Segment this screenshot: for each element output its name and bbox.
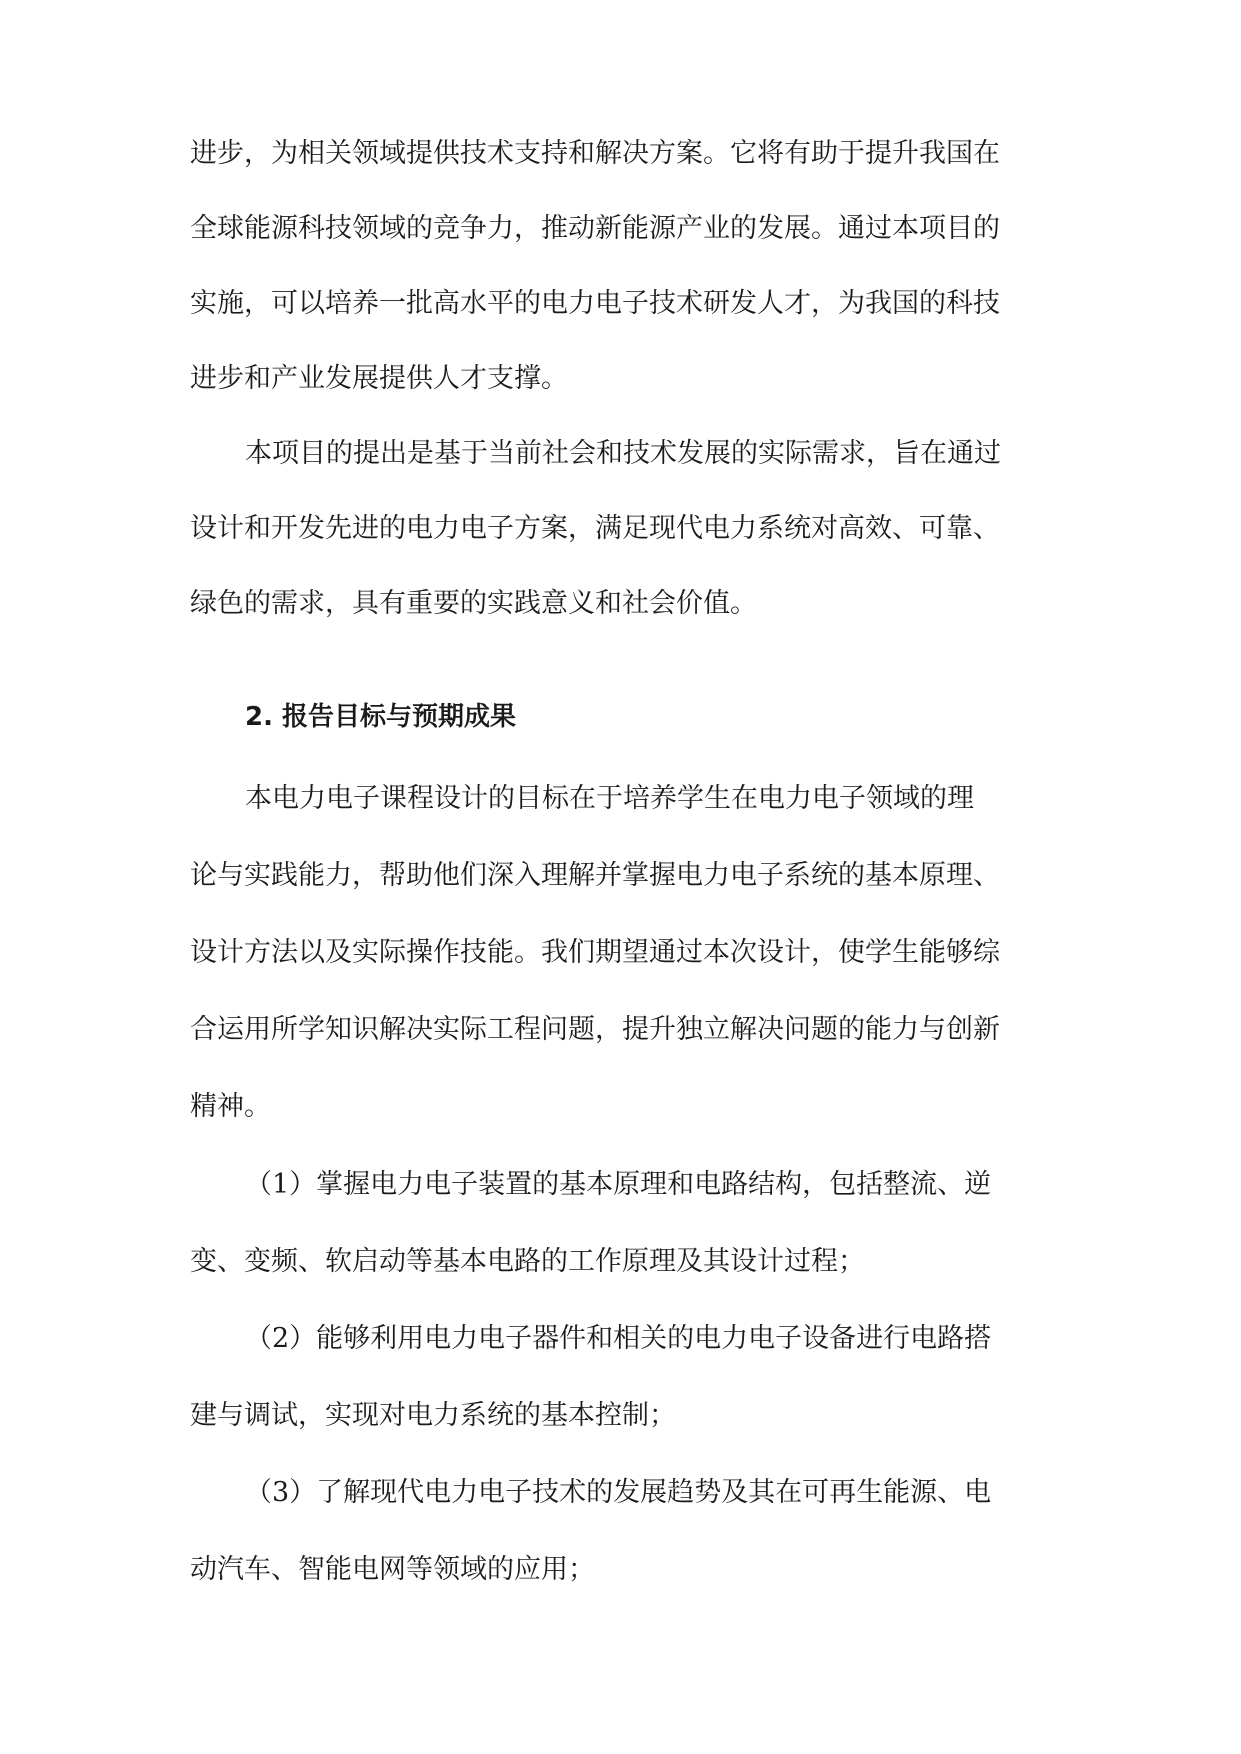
list-item-line: （2）能够利用电力电子器件和相关的电力电子设备进行电路搭 bbox=[245, 1323, 992, 1354]
paragraph-1-line: 进步，为相关领域提供技术支持和解决方案。它将有助于提升我国在 bbox=[190, 138, 1000, 169]
section-heading: 2. 报告目标与预期成果 bbox=[245, 702, 517, 732]
list-item-line: 变、变频、软启动等基本电路的工作原理及其设计过程； bbox=[190, 1246, 865, 1277]
paragraph-3-line: 精神。 bbox=[190, 1091, 271, 1122]
list-item-line: 建与调试，实现对电力系统的基本控制； bbox=[190, 1400, 676, 1431]
paragraph-2-line: 设计和开发先进的电力电子方案，满足现代电力系统对高效、可靠、 bbox=[190, 513, 1000, 544]
paragraph-3-line: 论与实践能力，帮助他们深入理解并掌握电力电子系统的基本原理、 bbox=[190, 860, 1000, 891]
paragraph-3-line: 合运用所学知识解决实际工程问题，提升独立解决问题的能力与创新 bbox=[190, 1014, 1000, 1045]
list-item-line: （1）掌握电力电子装置的基本原理和电路结构，包括整流、逆 bbox=[245, 1169, 992, 1200]
paragraph-3-line: 本电力电子课程设计的目标在于培养学生在电力电子领域的理 bbox=[245, 783, 974, 814]
paragraph-2-line: 绿色的需求，具有重要的实践意义和社会价值。 bbox=[190, 588, 757, 619]
paragraph-1-line: 全球能源科技领域的竞争力，推动新能源产业的发展。通过本项目的 bbox=[190, 213, 1000, 244]
list-item-line: （3）了解现代电力电子技术的发展趋势及其在可再生能源、电 bbox=[245, 1477, 992, 1508]
paragraph-1-line: 实施，可以培养一批高水平的电力电子技术研发人才，为我国的科技 bbox=[190, 288, 1000, 319]
paragraph-2-line: 本项目的提出是基于当前社会和技术发展的实际需求，旨在通过 bbox=[245, 438, 1001, 469]
list-item-line: 动汽车、智能电网等领域的应用； bbox=[190, 1554, 595, 1585]
paragraph-3-line: 设计方法以及实际操作技能。我们期望通过本次设计，使学生能够综 bbox=[190, 937, 1000, 968]
paragraph-1-line: 进步和产业发展提供人才支撑。 bbox=[190, 363, 568, 394]
